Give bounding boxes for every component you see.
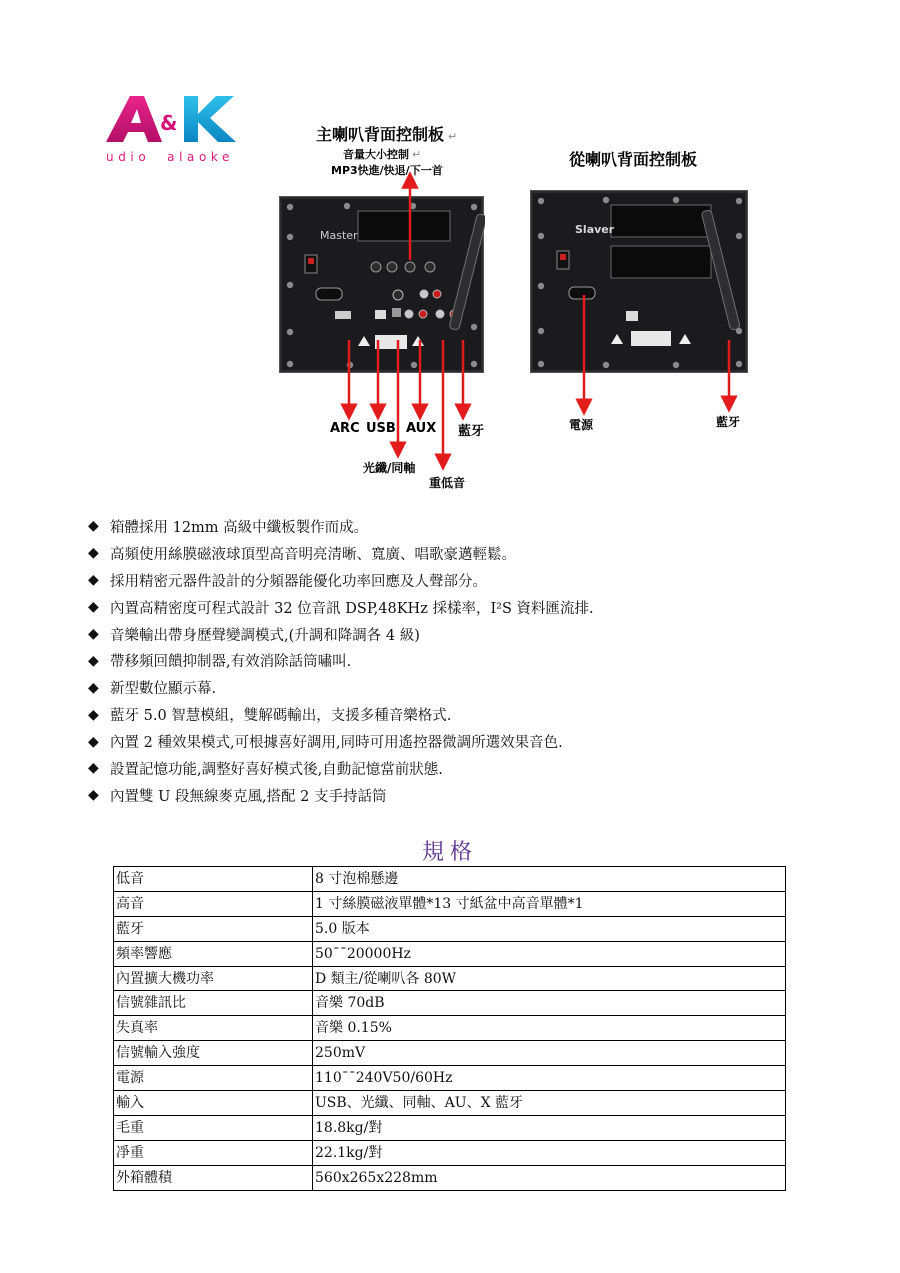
table-row [114,941,786,966]
feature-item: ◆ 箱體採用 12mm 高級中纖板製作而成。 [88,518,369,536]
table-row [114,1115,786,1140]
spec-key: 外箱體積 [114,1165,313,1190]
feature-item: ◆ 內置 2 種效果模式,可根據喜好調用,同時可用遙控器微調所選效果音色. [88,733,563,752]
table-row [114,867,786,892]
volume-control-label: 音量大小控制 ↵ [343,148,422,161]
return-mark-icon: ↵ [412,148,422,161]
feature-item: ◆ 高頻使用絲膜磁液球頂型高音明亮清晰、寬廣、唱歌豪邁輕鬆。 [88,545,516,563]
spec-value: 1 寸絲膜磁液單體*13 寸紙盆中高音單體*1 [313,891,786,916]
feature-item: ◆ 內置雙 U 段無線麥克風,搭配 2 支手持話筒 [88,787,387,805]
spec-key: 藍牙 [114,916,313,941]
spec-key: 毛重 [114,1115,313,1140]
spec-key: 輸入 [114,1091,313,1116]
spec-value: 音樂 0.15% [313,1016,786,1041]
spec-value: USB、光纖、同軸、AU、X 藍牙 [313,1091,786,1116]
spec-title: 規格 [421,840,478,865]
table-row [114,1016,786,1041]
feature-item: ◆ 設置記憶功能,調整好喜好模式後,自動記憶當前狀態. [88,760,443,778]
table-row [114,1165,786,1190]
brand-tagline: udio alaoke [106,150,235,164]
slave-panel-text: Slaver [575,223,615,236]
spec-key: 凈重 [114,1140,313,1165]
diamond-bullet-icon: ◆ [88,679,99,696]
spec-value: 18.8kg/對 [313,1115,786,1140]
main-panel-title: 主喇叭背面控制板 ↵ [316,125,458,144]
spec-value: 110¯¯240V50/60Hz [313,1066,786,1091]
spec-key: 電源 [114,1066,313,1091]
table-row [114,966,786,991]
table-row [114,991,786,1016]
spec-key: 高音 [114,891,313,916]
feature-list [88,513,594,809]
spec-key: 內置擴大機功率 [114,966,313,991]
feature-item: ◆ 新型數位顯示幕. [88,679,217,698]
feature-item: ◆ 帶移頻回饋抑制器,有效消除話筒嘯叫. [88,652,352,671]
diamond-bullet-icon: ◆ [88,545,99,562]
callout-subwoofer: 重低音 [429,476,466,490]
diamond-bullet-icon: ◆ [88,760,99,777]
feature-item: ◆ 內置高精密度可程式設計 32 位音訊 DSP,48KHz 採樣率，I²S 資料匯流排. [88,599,594,617]
table-row [114,891,786,916]
spec-key: 信號雜訊比 [114,991,313,1016]
table-row [114,1091,786,1116]
spec-key: 頻率響應 [114,941,313,966]
callout-power: 電源 [569,418,594,432]
feature-item: ◆ 藍牙 5.0 智慧模組，雙解碼輸出，支援多種音樂格式. [88,706,452,725]
callout-arc: ARC [330,421,360,436]
spec-value: D 類主/從喇叭各 80W [313,966,786,991]
slave-control-panel-image [530,190,748,373]
return-mark-icon: ↵ [448,130,458,143]
spec-key: 失真率 [114,1016,313,1041]
diamond-bullet-icon: ◆ [88,733,99,750]
spec-value: 8 寸泡棉懸邊 [313,867,786,892]
table-row [114,916,786,941]
table-row [114,1066,786,1091]
spec-key: 信號輸入強度 [114,1041,313,1066]
spec-value: 5.0 版本 [313,916,786,941]
feature-item: ◆ 採用精密元器件設計的分頻器能優化功率回應及人聲部分。 [88,572,487,590]
spec-value: 22.1kg/對 [313,1140,786,1165]
table-row [114,1140,786,1165]
spec-value: 560x265x228mm [313,1165,786,1190]
spec-table [113,866,786,1191]
diamond-bullet-icon: ◆ [88,518,99,535]
svg-text:&: & [160,111,178,135]
callout-bluetooth-slave: 藍牙 [716,415,741,429]
master-panel-text: Master [320,229,358,242]
callout-optical-coax: 光纖/同軸 [363,461,416,475]
callout-bluetooth-main: 藍牙 [458,424,485,439]
spec-value: 250mV [313,1041,786,1066]
master-control-panel-image [279,196,484,373]
spec-value: 音樂 70dB [313,991,786,1016]
spec-key: 低音 [114,867,313,892]
diamond-bullet-icon: ◆ [88,787,99,804]
mp3-control-label: MP3快進/快退/下一首 [331,164,443,177]
diamond-bullet-icon: ◆ [88,572,99,589]
slave-panel-title: 從喇叭背面控制板 [569,150,698,169]
diamond-bullet-icon: ◆ [88,599,99,616]
spec-value: 50¯¯20000Hz [313,941,786,966]
callout-usb: USB [366,421,396,436]
diamond-bullet-icon: ◆ [88,706,99,723]
diamond-bullet-icon: ◆ [88,652,99,669]
callout-aux: AUX [406,421,437,436]
table-row [114,1041,786,1066]
diamond-bullet-icon: ◆ [88,626,99,642]
feature-item: ◆ 音樂輸出帶身歷聲變調模式,(升調和降調各 4 級) [88,626,420,644]
